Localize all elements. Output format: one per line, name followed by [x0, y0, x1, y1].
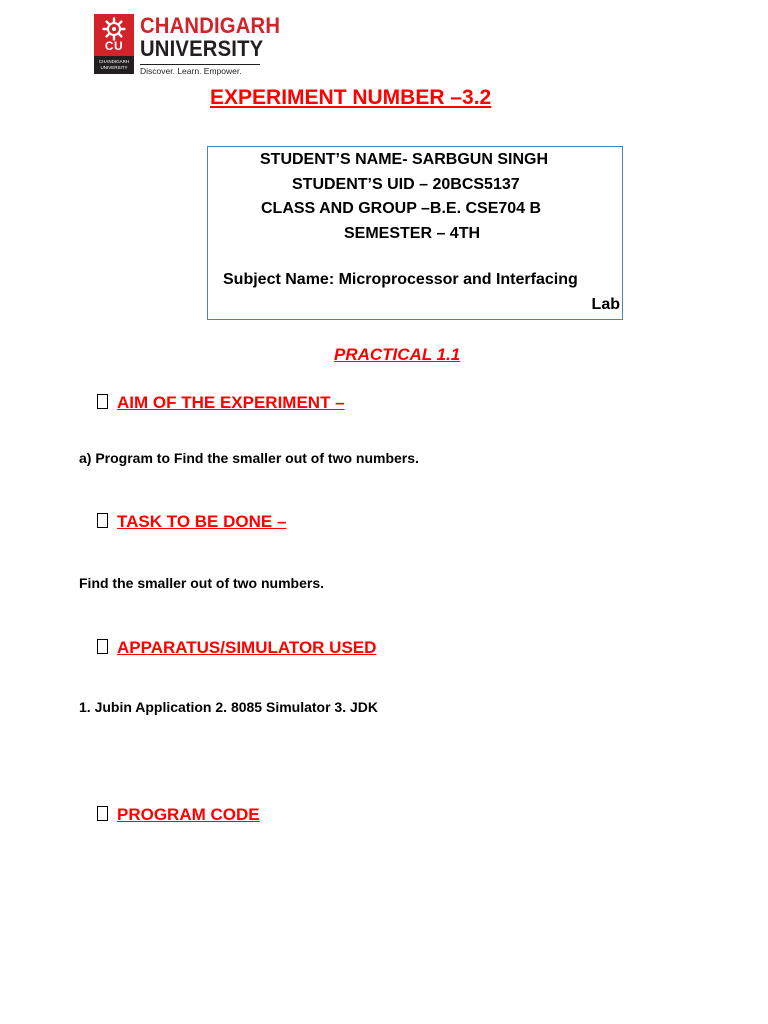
- apparatus-text: 1. Jubin Application 2. 8085 Simulator 3. JDK: [79, 699, 379, 715]
- bullet-box-icon: [97, 394, 108, 409]
- bullet-box-icon: [97, 513, 108, 528]
- class-group: CLASS AND GROUP –B.E. CSE704 B: [261, 200, 542, 217]
- gear-icon: [102, 17, 126, 41]
- subject-name-line1: Subject Name: Microprocessor and Interfacing: [223, 271, 578, 288]
- bullet-box-icon: [97, 806, 108, 821]
- university-logo: [94, 13, 281, 76]
- logo-tagline: Discover. Learn. Empower.: [140, 66, 242, 76]
- semester: SEMESTER – 4TH: [344, 225, 481, 242]
- program-code-heading-text: PROGRAM CODE: [117, 805, 260, 824]
- task-text: Find the smaller out of two numbers.: [79, 575, 325, 591]
- student-name: STUDENT’S NAME- SARBGUN SINGH: [260, 151, 549, 168]
- bullet-box-icon: [97, 639, 108, 654]
- logo-emblem-text: CU: [104, 39, 124, 53]
- logo-divider: [140, 64, 260, 65]
- subject-name-line2: Lab: [591, 296, 620, 313]
- task-heading: [97, 512, 286, 532]
- student-uid: STUDENT’S UID – 20BCS5137: [292, 176, 520, 193]
- aim-heading: [97, 393, 345, 413]
- logo-emblem: [94, 14, 134, 74]
- program-code-heading: [97, 805, 260, 825]
- aim-text: a) Program to Find the smaller out of two numbers.: [79, 450, 419, 466]
- student-info-box: [207, 146, 623, 320]
- practical-title: PRACTICAL 1.1: [334, 345, 461, 364]
- logo-emblem-subtext: CHANDIGARH UNIVERSITY: [94, 56, 134, 74]
- aim-heading-text: AIM OF THE EXPERIMENT –: [117, 393, 345, 412]
- apparatus-heading: [97, 638, 376, 658]
- logo-word-university: UNIVERSITY: [140, 36, 264, 61]
- apparatus-heading-text: APPARATUS/SIMULATOR USED: [117, 638, 377, 657]
- experiment-title: EXPERIMENT NUMBER –3.2: [210, 86, 492, 109]
- logo-word-chandigarh: CHANDIGARH: [140, 13, 281, 38]
- task-heading-text: TASK TO BE DONE –: [117, 512, 287, 531]
